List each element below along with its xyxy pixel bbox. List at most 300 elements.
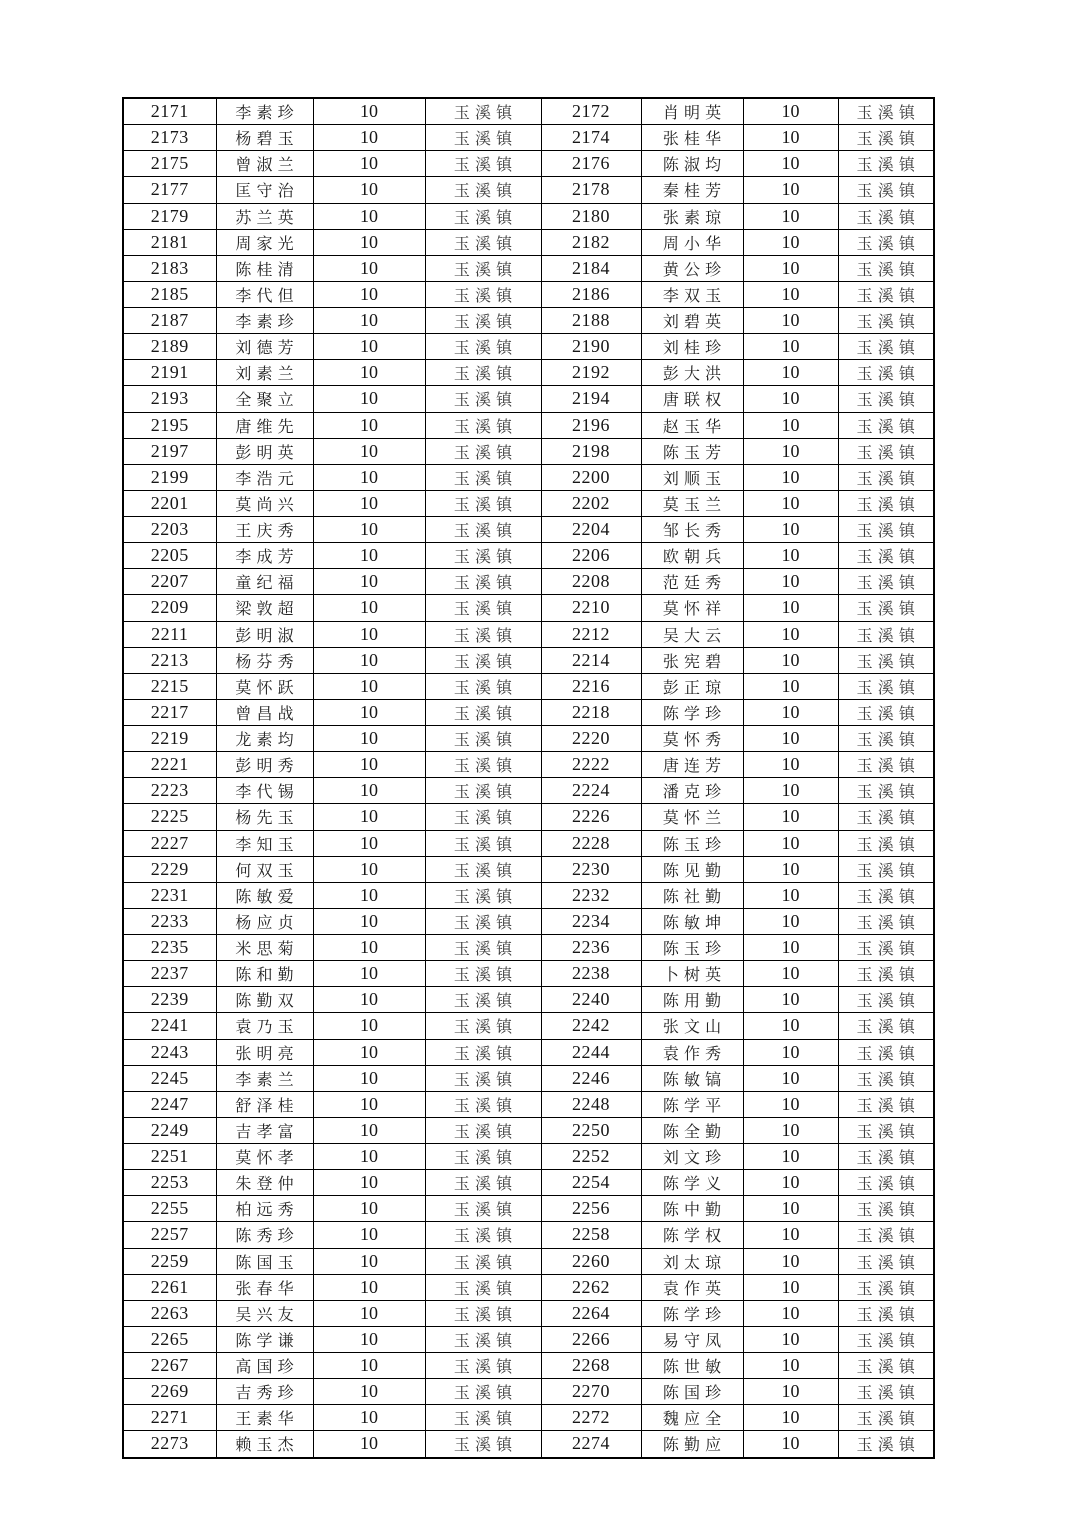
serial-cell: 2173: [123, 125, 216, 151]
town-cell: 玉溪镇: [838, 360, 934, 386]
serial-cell: 2200: [541, 464, 641, 490]
table-row: [123, 517, 934, 543]
amount-cell: 10: [313, 1248, 425, 1274]
name-cell: 欧朝兵: [641, 543, 743, 569]
serial-cell: 2188: [541, 308, 641, 334]
table-row: [123, 98, 934, 125]
town-cell: 玉溪镇: [838, 1326, 934, 1352]
name-cell: 李代但: [216, 281, 313, 307]
town-cell: 玉溪镇: [838, 412, 934, 438]
amount-cell: 10: [313, 804, 425, 830]
name-cell: 童纪福: [216, 569, 313, 595]
serial-cell: 2261: [123, 1274, 216, 1300]
name-cell: 陈学义: [641, 1170, 743, 1196]
town-cell: 玉溪镇: [425, 98, 541, 125]
town-cell: 玉溪镇: [425, 1039, 541, 1065]
town-cell: 玉溪镇: [838, 673, 934, 699]
amount-cell: 10: [743, 1274, 838, 1300]
amount-cell: 10: [313, 1326, 425, 1352]
amount-cell: 10: [743, 961, 838, 987]
serial-cell: 2216: [541, 673, 641, 699]
serial-cell: 2263: [123, 1300, 216, 1326]
serial-cell: 2176: [541, 151, 641, 177]
name-cell: 李素珍: [216, 308, 313, 334]
town-cell: 玉溪镇: [838, 882, 934, 908]
serial-cell: 2241: [123, 1013, 216, 1039]
table-row: [123, 1353, 934, 1379]
serial-cell: 2254: [541, 1170, 641, 1196]
town-cell: 玉溪镇: [425, 229, 541, 255]
amount-cell: 10: [313, 1431, 425, 1458]
name-cell: 肖明英: [641, 98, 743, 125]
serial-cell: 2199: [123, 464, 216, 490]
town-cell: 玉溪镇: [425, 177, 541, 203]
table-row: [123, 334, 934, 360]
serial-cell: 2238: [541, 961, 641, 987]
name-cell: 李素珍: [216, 98, 313, 125]
name-cell: 李知玉: [216, 830, 313, 856]
amount-cell: 10: [743, 1170, 838, 1196]
name-cell: 陈勤应: [641, 1431, 743, 1458]
name-cell: 张明亮: [216, 1039, 313, 1065]
serial-cell: 2272: [541, 1405, 641, 1431]
amount-cell: 10: [743, 490, 838, 516]
amount-cell: 10: [743, 517, 838, 543]
serial-cell: 2273: [123, 1431, 216, 1458]
amount-cell: 10: [313, 1144, 425, 1170]
table-row: [123, 726, 934, 752]
name-cell: 赵玉华: [641, 412, 743, 438]
name-cell: 张素琼: [641, 203, 743, 229]
amount-cell: 10: [743, 308, 838, 334]
amount-cell: 10: [743, 621, 838, 647]
serial-cell: 2232: [541, 882, 641, 908]
town-cell: 玉溪镇: [425, 1144, 541, 1170]
amount-cell: 10: [743, 177, 838, 203]
name-cell: 周家光: [216, 229, 313, 255]
name-cell: 陈见勤: [641, 856, 743, 882]
name-cell: 刘太琼: [641, 1248, 743, 1274]
amount-cell: 10: [313, 1091, 425, 1117]
serial-cell: 2174: [541, 125, 641, 151]
name-cell: 陈国珍: [641, 1379, 743, 1405]
name-cell: 杨芬秀: [216, 647, 313, 673]
name-cell: 柏远秀: [216, 1196, 313, 1222]
serial-cell: 2268: [541, 1353, 641, 1379]
amount-cell: 10: [743, 464, 838, 490]
amount-cell: 10: [313, 908, 425, 934]
name-cell: 朱登仲: [216, 1170, 313, 1196]
serial-cell: 2205: [123, 543, 216, 569]
town-cell: 玉溪镇: [425, 386, 541, 412]
serial-cell: 2227: [123, 830, 216, 856]
serial-cell: 2271: [123, 1405, 216, 1431]
serial-cell: 2269: [123, 1379, 216, 1405]
serial-cell: 2249: [123, 1117, 216, 1143]
amount-cell: 10: [743, 778, 838, 804]
amount-cell: 10: [313, 1170, 425, 1196]
amount-cell: 10: [313, 882, 425, 908]
town-cell: 玉溪镇: [425, 961, 541, 987]
amount-cell: 10: [743, 1144, 838, 1170]
serial-cell: 2193: [123, 386, 216, 412]
town-cell: 玉溪镇: [838, 1013, 934, 1039]
town-cell: 玉溪镇: [838, 1144, 934, 1170]
amount-cell: 10: [743, 1222, 838, 1248]
name-cell: 陈世敏: [641, 1353, 743, 1379]
amount-cell: 10: [743, 1117, 838, 1143]
table-row: [123, 908, 934, 934]
name-cell: 曾淑兰: [216, 151, 313, 177]
table-row: [123, 1431, 934, 1458]
name-cell: 陈淑均: [641, 151, 743, 177]
town-cell: 玉溪镇: [425, 856, 541, 882]
town-cell: 玉溪镇: [425, 752, 541, 778]
name-cell: 莫怀祥: [641, 595, 743, 621]
name-cell: 陈中勤: [641, 1196, 743, 1222]
name-cell: 李浩元: [216, 464, 313, 490]
name-cell: 陈学珍: [641, 699, 743, 725]
serial-cell: 2233: [123, 908, 216, 934]
serial-cell: 2172: [541, 98, 641, 125]
table-row: [123, 752, 934, 778]
name-cell: 吉孝富: [216, 1117, 313, 1143]
town-cell: 玉溪镇: [425, 1065, 541, 1091]
table-row: [123, 1196, 934, 1222]
name-cell: 龙素均: [216, 726, 313, 752]
name-cell: 杨碧玉: [216, 125, 313, 151]
serial-cell: 2186: [541, 281, 641, 307]
name-cell: 莫怀孝: [216, 1144, 313, 1170]
town-cell: 玉溪镇: [425, 1353, 541, 1379]
table-row: [123, 1405, 934, 1431]
serial-cell: 2235: [123, 935, 216, 961]
town-cell: 玉溪镇: [425, 1196, 541, 1222]
serial-cell: 2189: [123, 334, 216, 360]
name-cell: 袁作秀: [641, 1039, 743, 1065]
amount-cell: 10: [743, 647, 838, 673]
amount-cell: 10: [743, 595, 838, 621]
serial-cell: 2240: [541, 987, 641, 1013]
serial-cell: 2215: [123, 673, 216, 699]
serial-cell: 2210: [541, 595, 641, 621]
table-row: [123, 203, 934, 229]
serial-cell: 2181: [123, 229, 216, 255]
table-row: [123, 1326, 934, 1352]
amount-cell: 10: [743, 412, 838, 438]
town-cell: 玉溪镇: [425, 1379, 541, 1405]
amount-cell: 10: [743, 1405, 838, 1431]
name-cell: 杨先玉: [216, 804, 313, 830]
amount-cell: 10: [313, 778, 425, 804]
name-cell: 张春华: [216, 1274, 313, 1300]
name-cell: 莫尚兴: [216, 490, 313, 516]
town-cell: 玉溪镇: [838, 1196, 934, 1222]
name-cell: 黄公珍: [641, 255, 743, 281]
amount-cell: 10: [313, 517, 425, 543]
amount-cell: 10: [313, 1065, 425, 1091]
amount-cell: 10: [743, 856, 838, 882]
town-cell: 玉溪镇: [425, 804, 541, 830]
serial-cell: 2196: [541, 412, 641, 438]
name-cell: 王素华: [216, 1405, 313, 1431]
town-cell: 玉溪镇: [425, 490, 541, 516]
name-cell: 陈玉珍: [641, 935, 743, 961]
amount-cell: 10: [313, 1274, 425, 1300]
name-cell: 陈秀珍: [216, 1222, 313, 1248]
amount-cell: 10: [313, 438, 425, 464]
name-cell: 高国珍: [216, 1353, 313, 1379]
amount-cell: 10: [313, 1300, 425, 1326]
town-cell: 玉溪镇: [425, 1170, 541, 1196]
name-cell: 赖玉杰: [216, 1431, 313, 1458]
amount-cell: 10: [743, 673, 838, 699]
town-cell: 玉溪镇: [425, 699, 541, 725]
amount-cell: 10: [743, 281, 838, 307]
town-cell: 玉溪镇: [425, 412, 541, 438]
name-cell: 陈玉珍: [641, 830, 743, 856]
amount-cell: 10: [743, 882, 838, 908]
serial-cell: 2175: [123, 151, 216, 177]
town-cell: 玉溪镇: [425, 1248, 541, 1274]
serial-cell: 2270: [541, 1379, 641, 1405]
amount-cell: 10: [743, 1013, 838, 1039]
name-cell: 莫玉兰: [641, 490, 743, 516]
serial-cell: 2171: [123, 98, 216, 125]
town-cell: 玉溪镇: [425, 438, 541, 464]
amount-cell: 10: [313, 1196, 425, 1222]
name-cell: 张桂华: [641, 125, 743, 151]
serial-cell: 2256: [541, 1196, 641, 1222]
amount-cell: 10: [313, 595, 425, 621]
town-cell: 玉溪镇: [838, 830, 934, 856]
amount-cell: 10: [743, 125, 838, 151]
table-row: [123, 961, 934, 987]
town-cell: 玉溪镇: [425, 464, 541, 490]
name-cell: 刘顺玉: [641, 464, 743, 490]
name-cell: 卜树英: [641, 961, 743, 987]
name-cell: 秦桂芳: [641, 177, 743, 203]
town-cell: 玉溪镇: [838, 151, 934, 177]
name-cell: 莫怀跃: [216, 673, 313, 699]
town-cell: 玉溪镇: [838, 1405, 934, 1431]
table-row: [123, 1065, 934, 1091]
amount-cell: 10: [313, 543, 425, 569]
amount-cell: 10: [743, 543, 838, 569]
name-cell: 杨应贞: [216, 908, 313, 934]
serial-cell: 2248: [541, 1091, 641, 1117]
table-row: [123, 412, 934, 438]
town-cell: 玉溪镇: [425, 334, 541, 360]
serial-cell: 2252: [541, 1144, 641, 1170]
serial-cell: 2208: [541, 569, 641, 595]
serial-cell: 2222: [541, 752, 641, 778]
serial-cell: 2226: [541, 804, 641, 830]
town-cell: 玉溪镇: [838, 1117, 934, 1143]
table-row: [123, 882, 934, 908]
serial-cell: 2211: [123, 621, 216, 647]
name-cell: 潘克珍: [641, 778, 743, 804]
name-cell: 刘碧英: [641, 308, 743, 334]
name-cell: 邹长秀: [641, 517, 743, 543]
town-cell: 玉溪镇: [425, 517, 541, 543]
table-row: [123, 1039, 934, 1065]
serial-cell: 2187: [123, 308, 216, 334]
serial-cell: 2260: [541, 1248, 641, 1274]
town-cell: 玉溪镇: [838, 778, 934, 804]
name-cell: 吴大云: [641, 621, 743, 647]
town-cell: 玉溪镇: [838, 464, 934, 490]
name-cell: 莫怀秀: [641, 726, 743, 752]
table-row: [123, 464, 934, 490]
town-cell: 玉溪镇: [838, 517, 934, 543]
table-row: [123, 699, 934, 725]
town-cell: 玉溪镇: [425, 935, 541, 961]
serial-cell: 2191: [123, 360, 216, 386]
amount-cell: 10: [743, 203, 838, 229]
amount-cell: 10: [743, 360, 838, 386]
town-cell: 玉溪镇: [838, 255, 934, 281]
name-cell: 唐联权: [641, 386, 743, 412]
name-cell: 范廷秀: [641, 569, 743, 595]
name-cell: 陈学平: [641, 1091, 743, 1117]
town-cell: 玉溪镇: [425, 726, 541, 752]
amount-cell: 10: [313, 961, 425, 987]
table-row: [123, 1091, 934, 1117]
amount-cell: 10: [743, 908, 838, 934]
table-row: [123, 778, 934, 804]
amount-cell: 10: [743, 334, 838, 360]
town-cell: 玉溪镇: [425, 673, 541, 699]
name-cell: 唐维先: [216, 412, 313, 438]
amount-cell: 10: [313, 569, 425, 595]
amount-cell: 10: [743, 151, 838, 177]
serial-cell: 2250: [541, 1117, 641, 1143]
town-cell: 玉溪镇: [425, 151, 541, 177]
amount-cell: 10: [313, 360, 425, 386]
amount-cell: 10: [313, 308, 425, 334]
name-cell: 彭明淑: [216, 621, 313, 647]
table-row: [123, 386, 934, 412]
amount-cell: 10: [313, 647, 425, 673]
table-row: [123, 621, 934, 647]
amount-cell: 10: [313, 752, 425, 778]
name-cell: 米思菊: [216, 935, 313, 961]
serial-cell: 2214: [541, 647, 641, 673]
name-cell: 全聚立: [216, 386, 313, 412]
roster-table-body: [123, 98, 934, 1458]
amount-cell: 10: [313, 464, 425, 490]
town-cell: 玉溪镇: [425, 203, 541, 229]
name-cell: 刘文珍: [641, 1144, 743, 1170]
table-row: [123, 1013, 934, 1039]
amount-cell: 10: [313, 621, 425, 647]
town-cell: 玉溪镇: [425, 1405, 541, 1431]
name-cell: 李成芳: [216, 543, 313, 569]
serial-cell: 2259: [123, 1248, 216, 1274]
town-cell: 玉溪镇: [838, 177, 934, 203]
amount-cell: 10: [743, 229, 838, 255]
town-cell: 玉溪镇: [838, 1300, 934, 1326]
name-cell: 李双玉: [641, 281, 743, 307]
serial-cell: 2195: [123, 412, 216, 438]
serial-cell: 2246: [541, 1065, 641, 1091]
serial-cell: 2179: [123, 203, 216, 229]
town-cell: 玉溪镇: [425, 1013, 541, 1039]
amount-cell: 10: [313, 1039, 425, 1065]
town-cell: 玉溪镇: [425, 908, 541, 934]
amount-cell: 10: [743, 98, 838, 125]
amount-cell: 10: [743, 1300, 838, 1326]
serial-cell: 2242: [541, 1013, 641, 1039]
serial-cell: 2267: [123, 1353, 216, 1379]
serial-cell: 2231: [123, 882, 216, 908]
name-cell: 陈国玉: [216, 1248, 313, 1274]
town-cell: 玉溪镇: [838, 438, 934, 464]
amount-cell: 10: [313, 699, 425, 725]
town-cell: 玉溪镇: [838, 856, 934, 882]
amount-cell: 10: [313, 673, 425, 699]
town-cell: 玉溪镇: [425, 543, 541, 569]
name-cell: 莫怀兰: [641, 804, 743, 830]
town-cell: 玉溪镇: [425, 647, 541, 673]
town-cell: 玉溪镇: [425, 778, 541, 804]
serial-cell: 2182: [541, 229, 641, 255]
amount-cell: 10: [743, 569, 838, 595]
amount-cell: 10: [313, 255, 425, 281]
town-cell: 玉溪镇: [838, 543, 934, 569]
amount-cell: 10: [743, 726, 838, 752]
town-cell: 玉溪镇: [838, 125, 934, 151]
amount-cell: 10: [743, 1065, 838, 1091]
serial-cell: 2224: [541, 778, 641, 804]
town-cell: 玉溪镇: [838, 490, 934, 516]
serial-cell: 2192: [541, 360, 641, 386]
name-cell: 何双玉: [216, 856, 313, 882]
town-cell: 玉溪镇: [838, 987, 934, 1013]
name-cell: 陈学谦: [216, 1326, 313, 1352]
name-cell: 陈和勤: [216, 961, 313, 987]
town-cell: 玉溪镇: [838, 281, 934, 307]
amount-cell: 10: [313, 1379, 425, 1405]
table-row: [123, 647, 934, 673]
town-cell: 玉溪镇: [838, 595, 934, 621]
name-cell: 曾昌战: [216, 699, 313, 725]
serial-cell: 2253: [123, 1170, 216, 1196]
amount-cell: 10: [313, 1117, 425, 1143]
table-row: [123, 1274, 934, 1300]
table-row: [123, 255, 934, 281]
amount-cell: 10: [313, 412, 425, 438]
town-cell: 玉溪镇: [838, 621, 934, 647]
serial-cell: 2274: [541, 1431, 641, 1458]
serial-cell: 2225: [123, 804, 216, 830]
table-row: [123, 1117, 934, 1143]
town-cell: 玉溪镇: [425, 1274, 541, 1300]
town-cell: 玉溪镇: [838, 1039, 934, 1065]
serial-cell: 2212: [541, 621, 641, 647]
serial-cell: 2265: [123, 1326, 216, 1352]
town-cell: 玉溪镇: [425, 569, 541, 595]
town-cell: 玉溪镇: [838, 203, 934, 229]
amount-cell: 10: [743, 1379, 838, 1405]
table-row: [123, 1379, 934, 1405]
serial-cell: 2206: [541, 543, 641, 569]
serial-cell: 2234: [541, 908, 641, 934]
serial-cell: 2209: [123, 595, 216, 621]
serial-cell: 2197: [123, 438, 216, 464]
table-row: [123, 438, 934, 464]
